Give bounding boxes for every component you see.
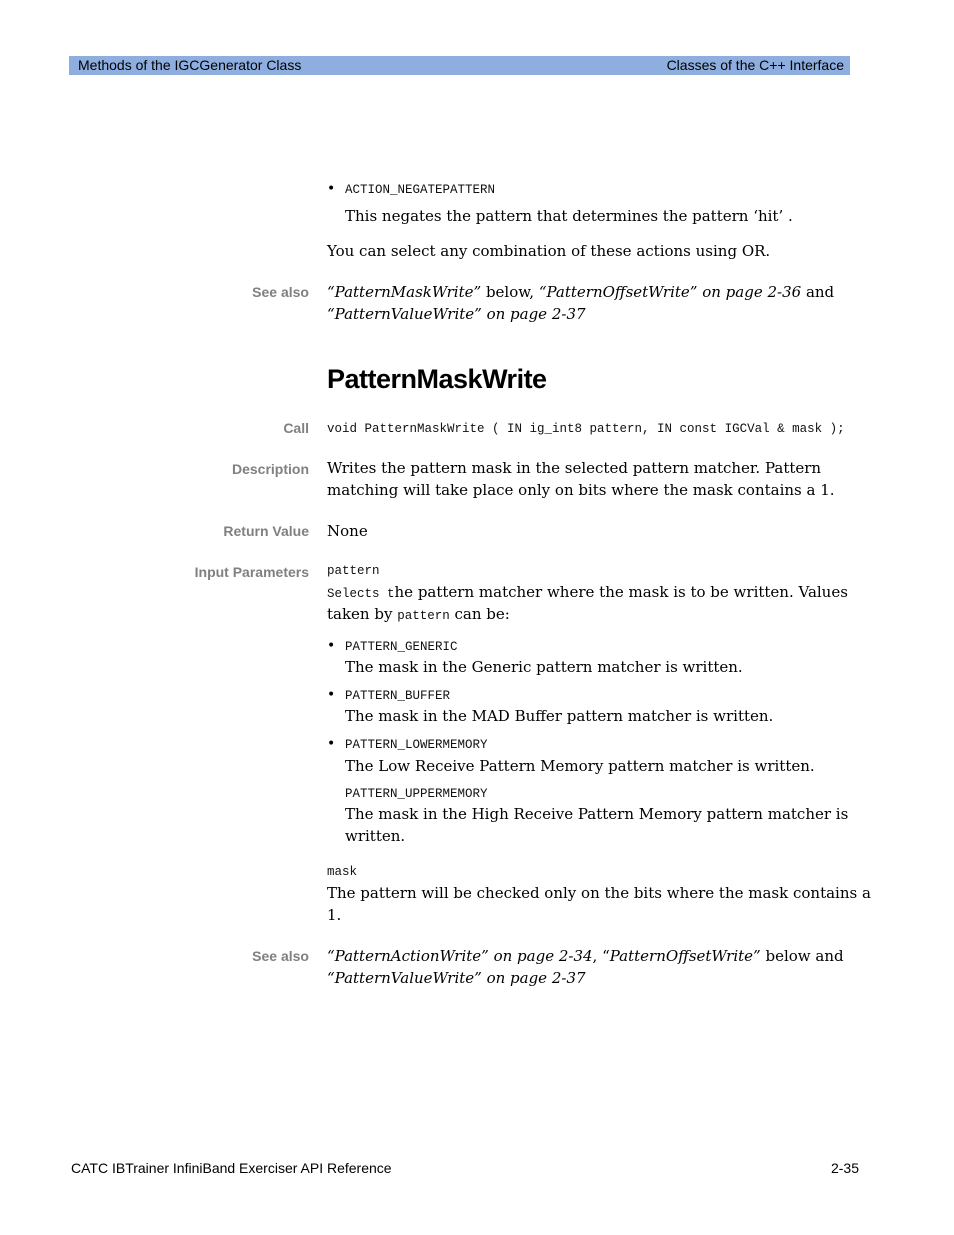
- link-pattern-offset-write[interactable]: “PatternOffsetWrite” on page 2-36: [538, 283, 802, 301]
- return-value: None: [327, 522, 368, 540]
- param-mask-name: mask: [327, 865, 358, 879]
- see-also-block: [327, 945, 844, 967]
- see-also-text: and: [801, 283, 835, 301]
- see-also-text: , “: [592, 947, 610, 965]
- link-pattern-value-write[interactable]: “PatternValueWrite” on page 2-37: [327, 969, 586, 987]
- return-value-label: Return Value: [223, 523, 309, 539]
- option-desc: The mask in the Generic pattern matcher is written.: [345, 658, 743, 676]
- text-fragment: he pattern matcher where the mask is to be written. Values: [394, 583, 848, 601]
- param-mask-desc-line-1: The pattern will be checked only on the bits where the mask contains a: [327, 884, 871, 902]
- link-pattern-action-write[interactable]: “PatternActionWrite” on page 2-34: [327, 947, 593, 965]
- code-fragment: pattern: [397, 609, 450, 623]
- option-desc-line-2: written.: [345, 827, 406, 845]
- option-code: PATTERN_LOWERMEMORY: [345, 738, 488, 752]
- param-mask-desc-line-2: 1.: [327, 906, 342, 924]
- description-label: Description: [231, 461, 309, 477]
- see-also-text: below and: [760, 947, 844, 965]
- param-pattern-desc-line-2: [327, 603, 510, 627]
- header-chapter-title: Methods of the IGCGenerator Class: [78, 57, 302, 73]
- code-fragment: Selects t: [327, 587, 395, 601]
- param-pattern-desc-line-1: [327, 581, 848, 605]
- option-code: PATTERN_GENERIC: [345, 640, 458, 654]
- bullet-dot: •: [327, 736, 336, 752]
- combination-note: You can select any combination of these actions using OR.: [327, 242, 771, 260]
- text-fragment: taken by: [327, 605, 398, 623]
- option-desc: The Low Receive Pattern Memory pattern matcher is written.: [345, 757, 815, 775]
- bullet-dot: •: [327, 687, 336, 703]
- description-line-2: matching will take place only on bits where the mask contains a 1.: [327, 481, 835, 499]
- header-section-title: Classes of the C++ Interface: [666, 57, 844, 73]
- link-pattern-mask-write[interactable]: “PatternMaskWrite”: [327, 283, 482, 301]
- param-pattern-name: pattern: [327, 564, 380, 578]
- see-also-label: See also: [252, 948, 309, 964]
- text-fragment: can be:: [449, 605, 510, 623]
- call-label: Call: [283, 420, 309, 436]
- bullet-dot: •: [327, 181, 336, 197]
- page-header: [69, 56, 850, 75]
- option-desc: The mask in the MAD Buffer pattern matcher is written.: [345, 707, 774, 725]
- call-signature: void PatternMaskWrite ( IN ig_int8 pattern, IN const IGCVal & mask );: [327, 422, 845, 436]
- action-description: This negates the pattern that determines the pattern ‘hit’ .: [345, 207, 793, 225]
- see-also-block: [327, 281, 834, 303]
- footer-document-title: CATC IBTrainer InfiniBand Exerciser API Reference: [71, 1160, 392, 1176]
- see-also-label: See also: [252, 284, 309, 300]
- option-code: PATTERN_UPPERMEMORY: [345, 787, 488, 801]
- input-parameters-label: Input Parameters: [194, 564, 309, 580]
- see-also-text: below,: [481, 283, 539, 301]
- link-pattern-offset-write[interactable]: PatternOffsetWrite”: [609, 947, 761, 965]
- description-line-1: Writes the pattern mask in the selected pattern matcher. Pattern: [327, 459, 822, 477]
- footer-page-number: 2-35: [830, 1160, 859, 1176]
- bullet-dot: •: [327, 638, 336, 654]
- option-code: PATTERN_BUFFER: [345, 689, 451, 703]
- action-code: ACTION_NEGATEPATTERN: [345, 183, 496, 197]
- section-title: PatternMaskWrite: [327, 364, 547, 394]
- option-desc-line-1: The mask in the High Receive Pattern Memory pattern matcher is: [345, 805, 849, 823]
- link-pattern-value-write[interactable]: “PatternValueWrite” on page 2-37: [327, 305, 586, 323]
